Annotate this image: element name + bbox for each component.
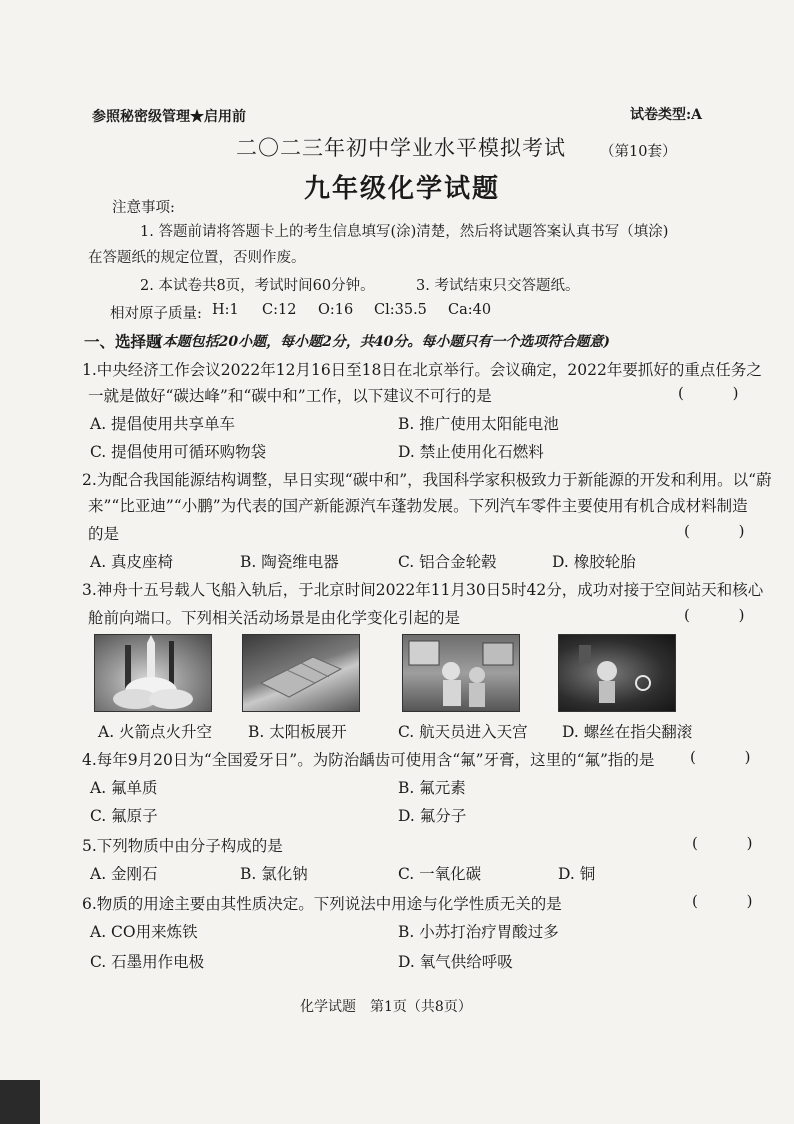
q2-option-d: D. 橡胶轮胎: [552, 553, 636, 571]
notes-heading: 注意事项:: [112, 200, 175, 216]
note-line-2: 2. 本试卷共8页，考试时间60分钟。: [140, 278, 375, 294]
q4-option-c: C. 氟原子: [90, 807, 158, 825]
q4-answer-paren: ( ): [690, 748, 773, 766]
atomic-mass-label: 相对原子质量:: [110, 306, 202, 322]
q1-option-b: B. 推广使用太阳能电池: [398, 415, 559, 433]
paper-type: 试卷类型:A: [630, 107, 703, 123]
q5-answer-paren: ( ): [692, 834, 775, 852]
q1-option-a: A. 提倡使用共享单车: [90, 415, 236, 433]
q4-stem-line1: 4.每年9月20日为“全国爱牙日”。为防治龋齿可使用含“氟”牙膏，这里的“氟”指的是: [82, 751, 655, 769]
q6-answer-paren: ( ): [692, 892, 775, 910]
rocket-launch-image: [94, 634, 212, 712]
q3-stem-line1: 3.神舟十五号载人飞船入轨后，于北京时间2022年11月30日5时42分，成功对接于空间站天和核心: [82, 581, 764, 599]
atomic-mass-h: H:1: [212, 302, 239, 318]
section-desc: (本题包括20小题，每小题2分，共40分。每小题只有一个选项符合题意): [156, 334, 610, 350]
q5-option-b: B. 氯化钠: [240, 865, 308, 883]
astronaut-cabin-image: [402, 634, 520, 712]
q2-option-c: C. 铝合金轮毂: [398, 553, 497, 571]
note-line-3: 3. 考试结束只交答题纸。: [416, 278, 580, 294]
q1-option-d: D. 禁止使用化石燃料: [398, 443, 544, 461]
floating-screw-image: [558, 634, 676, 712]
atomic-mass-ca: Ca:40: [448, 302, 492, 318]
q3-answer-paren: ( ): [684, 606, 767, 624]
q2-option-a: A. 真皮座椅: [90, 553, 174, 571]
q3-option-d: D. 螺丝在指尖翻滚: [562, 723, 693, 741]
q2-stem-line1: 2.为配合我国能源结构调整，早日实现“碳中和”，我国科学家积极致力于新能源的开发和利用。以“蔚: [82, 471, 772, 489]
q6-option-a: A. CO用来炼铁: [90, 923, 198, 941]
q2-stem-line2: 来”“比亚迪”“小鹏”为代表的国产新能源汽车蓬勃发展。下列汽车零件主要使用有机合成材料制造: [88, 497, 748, 515]
note-line-1: 1. 答题前请将答题卡上的考生信息填写(涂)清楚，然后将试题答案认真书写（填涂): [140, 224, 669, 240]
atomic-mass-c: C:12: [262, 302, 297, 318]
exam-subtitle: 九年级化学试题: [304, 174, 501, 204]
q5-option-d: D. 铜: [558, 865, 596, 883]
secret-label: 参照秘密级管理★启用前: [92, 109, 246, 125]
solar-panel-image: [242, 634, 360, 712]
q5-option-c: C. 一氧化碳: [398, 865, 482, 883]
q2-answer-paren: ( ): [684, 522, 767, 540]
q6-option-d: D. 氧气供给呼吸: [398, 953, 513, 971]
exam-title: 二〇二三年初中学业水平模拟考试: [236, 136, 566, 160]
q3-stem-line2: 舱前向端口。下列相关活动场景是由化学变化引起的是: [88, 609, 461, 627]
q1-stem-line1: 1.中央经济工作会议2022年12月16日至18日在北京举行。会议确定，2022年要抓好的重点任务之: [82, 361, 762, 379]
q6-stem-line1: 6.物质的用途主要由其性质决定。下列说法中用途与化学性质无关的是: [82, 895, 562, 913]
q3-option-a: A. 火箭点火升空: [98, 723, 213, 741]
note-line-1-cont: 在答题纸的规定位置，否则作废。: [88, 250, 306, 266]
atomic-mass-o: O:16: [318, 302, 354, 318]
q4-option-b: B. 氟元素: [398, 779, 466, 797]
q5-option-a: A. 金刚石: [90, 865, 158, 883]
q2-stem-line3: 的是: [88, 525, 120, 543]
q6-option-b: B. 小苏打治疗胃酸过多: [398, 923, 559, 941]
page-footer: 化学试题 第1页（共8页）: [300, 999, 472, 1015]
q1-stem-line2: 一就是做好“碳达峰”和“碳中和”工作，以下建议不可行的是: [88, 387, 492, 405]
q1-answer-paren: ( ): [678, 384, 761, 402]
q6-option-c: C. 石墨用作电极: [90, 953, 205, 971]
q4-option-d: D. 氟分子: [398, 807, 467, 825]
set-number: （第10套）: [600, 144, 677, 160]
section-title: 一、选择题: [84, 332, 162, 351]
q4-option-a: A. 氟单质: [90, 779, 158, 797]
q3-option-c: C. 航天员进入天宫: [398, 723, 528, 741]
q3-option-b: B. 太阳板展开: [248, 723, 347, 741]
scan-shadow: [0, 1080, 40, 1124]
atomic-mass-cl: Cl:35.5: [374, 302, 427, 318]
q5-stem-line1: 5.下列物质中由分子构成的是: [82, 837, 283, 855]
q2-option-b: B. 陶瓷维电器: [240, 553, 339, 571]
q1-option-c: C. 提倡使用可循环购物袋: [90, 443, 267, 461]
